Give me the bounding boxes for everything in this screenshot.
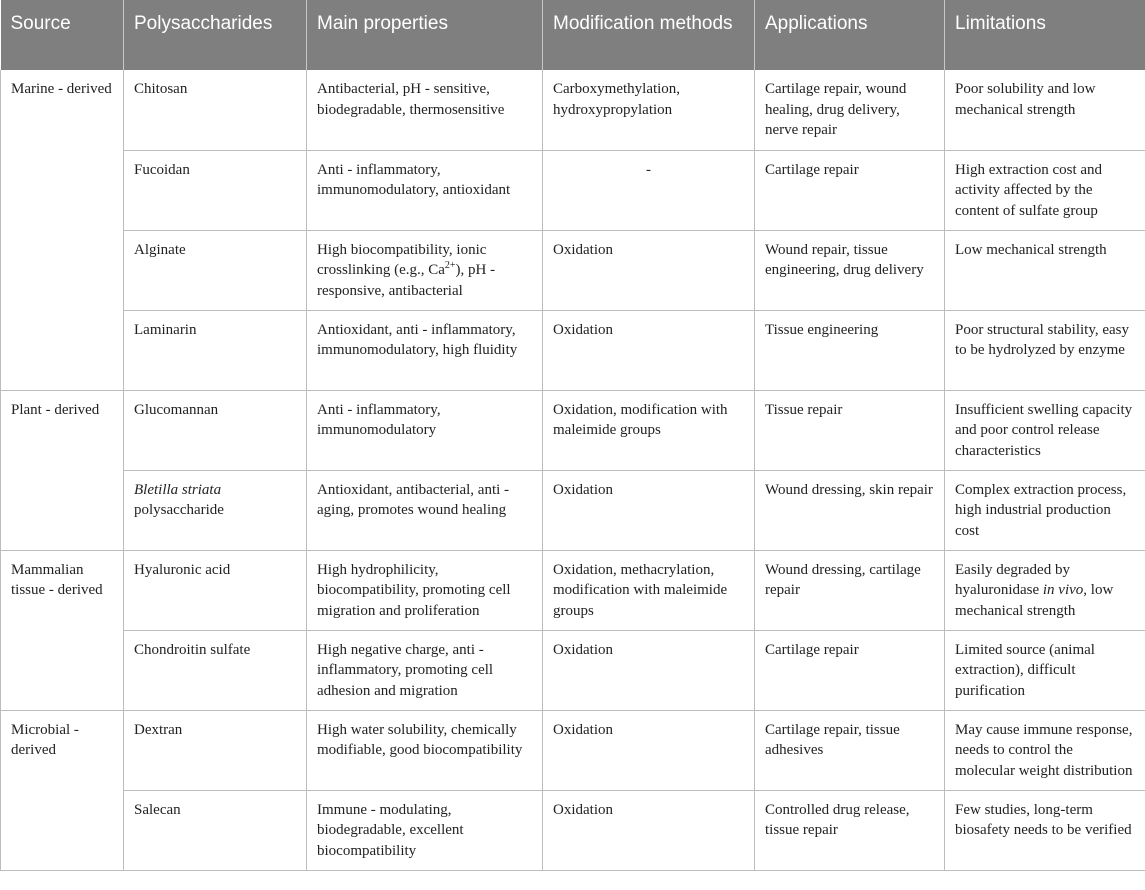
properties-text: ), pH - responsive, antibacterial <box>317 262 496 299</box>
source-microbial: Microbial - derived <box>1 710 124 870</box>
limitations-cell: May cause immune response, needs to control the molecular weight distribution <box>945 710 1145 790</box>
header-applications: Applications <box>755 0 945 70</box>
modification-cell: Oxidation, modification with maleimide groups <box>543 390 755 470</box>
applications-cell: Cartilage repair, wound healing, drug delivery, nerve repair <box>755 70 945 150</box>
properties-cell: Immune - modulating, biodegradable, excellent biocompatibility <box>307 790 543 870</box>
table-row <box>1 550 1145 630</box>
applications-cell: Tissue engineering <box>755 310 945 390</box>
polysaccharide-cell <box>124 470 307 550</box>
modification-cell: Oxidation, methacrylation, modification with maleimide groups <box>543 550 755 630</box>
limitations-cell: High extraction cost and activity affected by the content of sulfate group <box>945 150 1145 230</box>
table-row <box>1 630 1145 710</box>
properties-cell: Anti - inflammatory, immunomodulatory, antioxidant <box>307 150 543 230</box>
applications-cell: Cartilage repair <box>755 150 945 230</box>
modification-cell: Oxidation <box>543 630 755 710</box>
properties-cell: Anti - inflammatory, immunomodulatory <box>307 390 543 470</box>
limitations-cell: Poor structural stability, easy to be hydrolyzed by enzyme <box>945 310 1145 390</box>
polysaccharide-text: polysaccharide <box>134 502 224 518</box>
table-row <box>1 470 1145 550</box>
modification-cell: Oxidation <box>543 790 755 870</box>
polysaccharide-cell: Dextran <box>124 710 307 790</box>
applications-cell: Controlled drug release, tissue repair <box>755 790 945 870</box>
modification-cell: Oxidation <box>543 710 755 790</box>
modification-cell: Carboxymethylation, hydroxypropylation <box>543 70 755 150</box>
header-row <box>1 0 1145 70</box>
polysaccharide-cell: Laminarin <box>124 310 307 390</box>
table-row <box>1 790 1145 870</box>
limitations-cell: Low mechanical strength <box>945 230 1145 310</box>
table-row <box>1 390 1145 470</box>
source-marine: Marine - derived <box>1 70 124 390</box>
species-name: Bletilla striata <box>134 481 222 498</box>
properties-text: High biocompatibility, ionic crosslinking (e.g., Ca <box>317 241 487 278</box>
applications-cell: Cartilage repair, tissue adhesives <box>755 710 945 790</box>
header-polysaccharides: Polysaccharides <box>124 0 307 70</box>
polysaccharide-cell: Fucoidan <box>124 150 307 230</box>
applications-cell: Wound dressing, cartilage repair <box>755 550 945 630</box>
polysaccharide-cell: Chitosan <box>124 70 307 150</box>
table-row <box>1 310 1145 390</box>
polysaccharide-cell: Salecan <box>124 790 307 870</box>
polysaccharide-cell: Alginate <box>124 230 307 310</box>
limitations-cell: Poor solubility and low mechanical strength <box>945 70 1145 150</box>
applications-cell: Cartilage repair <box>755 630 945 710</box>
limitations-cell: Insufficient swelling capacity and poor control release characteristics <box>945 390 1145 470</box>
table-row <box>1 150 1145 230</box>
modification-cell: - <box>543 150 755 230</box>
limitations-cell <box>945 550 1145 630</box>
limitations-cell: Complex extraction process, high industrial production cost <box>945 470 1145 550</box>
properties-cell: High water solubility, chemically modifiable, good biocompatibility <box>307 710 543 790</box>
applications-cell: Tissue repair <box>755 390 945 470</box>
limitations-cell: Few studies, long-term biosafety needs to be verified <box>945 790 1145 870</box>
limitations-text: , low mechanical strength <box>955 582 1114 619</box>
polysaccharide-cell: Glucomannan <box>124 390 307 470</box>
header-modification-methods: Modification methods <box>543 0 755 70</box>
header-source: Source <box>1 0 124 70</box>
properties-cell: High hydrophilicity, biocompatibility, promoting cell migration and proliferation <box>307 550 543 630</box>
source-plant: Plant - derived <box>1 390 124 550</box>
properties-cell: Antibacterial, pH - sensitive, biodegradable, thermosensitive <box>307 70 543 150</box>
limitations-italic: in vivo <box>1042 582 1084 598</box>
modification-cell: Oxidation <box>543 310 755 390</box>
limitations-cell: Limited source (animal extraction), difficult purification <box>945 630 1145 710</box>
properties-cell: Antioxidant, anti - inflammatory, immunomodulatory, high fluidity <box>307 310 543 390</box>
superscript-charge: 2+ <box>444 260 456 271</box>
limitations-text: Easily degraded by hyaluronidase <box>955 561 1070 598</box>
applications-cell: Wound dressing, skin repair <box>755 470 945 550</box>
properties-cell: Antioxidant, antibacterial, anti - aging, promotes wound healing <box>307 470 543 550</box>
table-row <box>1 230 1145 310</box>
properties-cell <box>307 230 543 310</box>
source-mammalian: Mammalian tissue - derived <box>1 550 124 710</box>
properties-cell: High negative charge, anti - inflammatory, promoting cell adhesion and migration <box>307 630 543 710</box>
table-row <box>1 710 1145 790</box>
table-row <box>1 70 1145 150</box>
polysaccharide-cell: Hyaluronic acid <box>124 550 307 630</box>
applications-cell: Wound repair, tissue engineering, drug delivery <box>755 230 945 310</box>
modification-cell: Oxidation <box>543 230 755 310</box>
header-main-properties: Main properties <box>307 0 543 70</box>
header-limitations: Limitations <box>945 0 1145 70</box>
modification-cell: Oxidation <box>543 470 755 550</box>
polysaccharide-cell: Chondroitin sulfate <box>124 630 307 710</box>
